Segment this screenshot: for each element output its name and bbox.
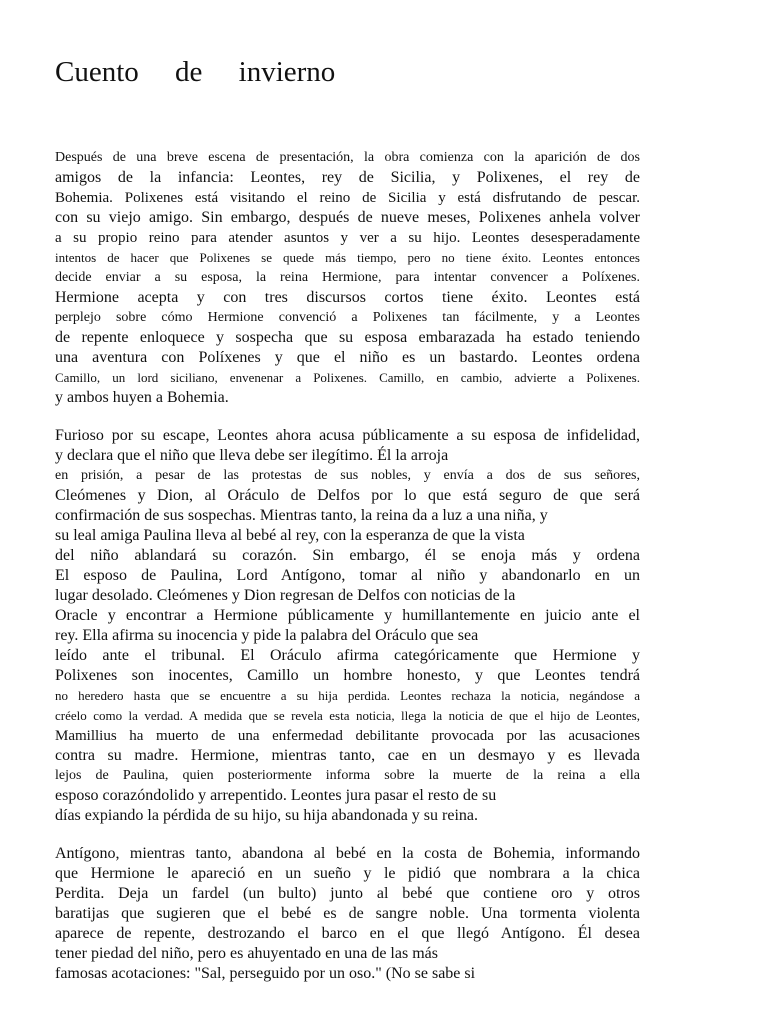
text-line: Camillo, un lord siciliano, envenenar a Polixenes. Camillo, en cambio, advierte a Polixenes. xyxy=(55,370,640,385)
text-line: del niño ablandará su corazón. Sin embargo, él se enoja más y ordena xyxy=(55,547,640,564)
text-line: perplejo sobre cómo Hermione convenció a Polixenes tan fácilmente, y a Leontes xyxy=(55,310,640,325)
text-line: y ambos huyen a Bohemia. xyxy=(55,389,229,406)
text-line: tener piedad del niño, pero es ahuyentado en una de las más xyxy=(55,945,438,962)
text-line: confirmación de sus sospechas. Mientras tanto, la reina da a luz a una niña, y xyxy=(55,507,548,524)
text-line: una aventura con Políxenes y que el niño es un bastardo. Leontes ordena xyxy=(55,349,640,366)
text-line: amigos de la infancia: Leontes, rey de Sicilia, y Polixenes, el rey de xyxy=(55,169,640,186)
paragraph-2 xyxy=(55,426,640,826)
text-line: esposo corazóndolido y arrepentido. Leontes jura pasar el resto de su xyxy=(55,787,497,804)
text-line: Oracle y encontrar a Hermione públicamente y humillantemente en juicio ante el xyxy=(55,607,640,624)
text-line: Bohemia. Polixenes está visitando el reino de Sicilia y está disfrutando de pescar. xyxy=(55,190,640,206)
text-line: Antígono, mientras tanto, abandona al bebé en la costa de Bohemia, informando xyxy=(55,845,640,862)
text-line: días expiando la pérdida de su hijo, su hija abandonada y su reina. xyxy=(55,807,478,824)
text-line: leído ante el tribunal. El Oráculo afirma categóricamente que Hermione y xyxy=(55,647,640,664)
text-line: contra su madre. Hermione, mientras tanto, cae en un desmayo y es llevada xyxy=(55,747,640,764)
text-line: El esposo de Paulina, Lord Antígono, tomar al niño y abandonarlo en un xyxy=(55,567,640,584)
text-line: baratijas que sugieren que el bebé es de sangre noble. Una tormenta violenta xyxy=(55,905,640,922)
document-body xyxy=(55,148,640,1002)
text-line: que Hermione le apareció en un sueño y le pidió que nombrara a la chica xyxy=(55,865,640,882)
text-line: Cleómenes y Dion, al Oráculo de Delfos por lo que está seguro de que será xyxy=(55,487,640,504)
text-line: aparece de repente, destrozando el barco en el que llegó Antígono. Él desea xyxy=(55,925,640,942)
text-line: y declara que el niño que lleva debe ser ilegítimo. Él la arroja xyxy=(55,447,449,464)
text-line: Furioso por su escape, Leontes ahora acusa públicamente a su esposa de infidelidad, xyxy=(55,427,640,444)
text-line: no heredero hasta que se encuentre a su hija perdida. Leontes rechaza la noticia, negándose a xyxy=(55,688,640,703)
paragraph-1 xyxy=(55,148,640,408)
paragraph-3 xyxy=(55,844,640,984)
text-line: de repente enloquece y sospecha que su esposa embarazada ha estado teniendo xyxy=(55,329,640,346)
text-line: intentos de hacer que Polixenes se quede más tiempo, pero no tiene éxito. Leontes entonces xyxy=(55,250,640,265)
text-line: rey. Ella afirma su inocencia y pide la palabra del Oráculo que sea xyxy=(55,627,479,644)
text-line: lejos de Paulina, quien posteriormente informa sobre la muerte de la reina a ella xyxy=(55,768,640,783)
text-line: su leal amiga Paulina lleva al bebé al rey, con la esperanza de que la vista xyxy=(55,527,525,544)
text-line: Después de una breve escena de presentación, la obra comienza con la aparición de dos xyxy=(55,150,640,165)
text-line: con su viejo amigo. Sin embargo, después de nueve meses, Polixenes anhela volver xyxy=(55,209,640,226)
text-line: Polixenes son inocentes, Camillo un hombre honesto, y que Leontes tendrá xyxy=(55,667,640,684)
document-title: Cuento de invierno xyxy=(55,56,336,88)
text-line: Hermione acepta y con tres discursos cortos tiene éxito. Leontes está xyxy=(55,289,640,306)
text-line: decide enviar a su esposa, la reina Hermione, para intentar convencer a Políxenes. xyxy=(55,270,640,285)
text-line: a su propio reino para atender asuntos y ver a su hijo. Leontes desesperadamente xyxy=(55,230,640,246)
text-line: créelo como la verdad. A medida que se revela esta noticia, llega la noticia de que el hijo de Leontes, xyxy=(55,708,640,723)
text-line: Perdita. Deja un fardel (un bulto) junto al bebé que contiene oro y otros xyxy=(55,885,640,902)
text-line: lugar desolado. Cleómenes y Dion regresan de Delfos con noticias de la xyxy=(55,587,516,604)
text-line: Mamillius ha muerto de una enfermedad debilitante provocada por las acusaciones xyxy=(55,728,640,744)
text-line: en prisión, a pesar de las protestas de sus nobles, y envía a dos de sus señores, xyxy=(55,468,640,483)
text-line: famosas acotaciones: "Sal, perseguido por un oso." (No se sabe si xyxy=(55,965,476,982)
